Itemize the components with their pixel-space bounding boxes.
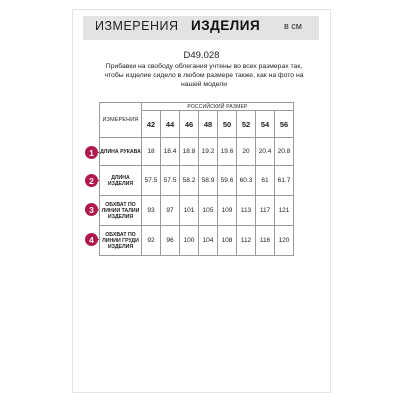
measurements-header: ИЗМЕРЕНИЯ bbox=[100, 103, 142, 138]
table-cell: 19.2 bbox=[199, 138, 218, 166]
size-table bbox=[99, 102, 294, 256]
table-cell: 92 bbox=[142, 226, 161, 256]
table-cell: 104 bbox=[199, 226, 218, 256]
table-cell: 108 bbox=[218, 226, 237, 256]
row-number-badge: 2 bbox=[85, 174, 98, 187]
table-cell: 61 bbox=[256, 166, 275, 196]
table-cell: 18 bbox=[142, 138, 161, 166]
table-cell: 100 bbox=[180, 226, 199, 256]
size-header-cell: 42 bbox=[142, 111, 161, 138]
table-row bbox=[100, 138, 294, 166]
header-bar bbox=[83, 16, 319, 40]
size-header-cell: 52 bbox=[237, 111, 256, 138]
table-cell: 117 bbox=[256, 196, 275, 226]
row-label: ОБХВАТ ПО ЛИНИИ ТАЛИИ ИЗДЕЛИЯ bbox=[100, 196, 142, 226]
table-cell: 105 bbox=[199, 196, 218, 226]
table-cell: 116 bbox=[256, 226, 275, 256]
table-cell: 121 bbox=[275, 196, 294, 226]
size-header-cell: 50 bbox=[218, 111, 237, 138]
table-cell: 97 bbox=[161, 196, 180, 226]
product-code: D49.028 bbox=[183, 50, 220, 61]
table-cell: 120 bbox=[275, 226, 294, 256]
table-cell: 20.8 bbox=[275, 138, 294, 166]
header-title-light: ИЗМЕРЕНИЯ bbox=[95, 19, 179, 33]
table-cell: 19.6 bbox=[218, 138, 237, 166]
table-cell: 96 bbox=[161, 226, 180, 256]
size-chart-sheet bbox=[72, 9, 331, 393]
fit-description: Прибавки на свободу облегания учтены во всех размерах так, чтобы изделие сидело в любом размере также, как на фото на нашей модели bbox=[104, 63, 304, 88]
size-header-cell: 56 bbox=[275, 111, 294, 138]
row-label: ДЛИНА ИЗДЕЛИЯ bbox=[100, 166, 142, 196]
row-number-badge: 1 bbox=[85, 146, 98, 159]
table-cell: 20.4 bbox=[256, 138, 275, 166]
table-row bbox=[100, 196, 294, 226]
table-cell: 58.9 bbox=[199, 166, 218, 196]
row-number-badge: 4 bbox=[85, 233, 98, 246]
table-cell: 60.3 bbox=[237, 166, 256, 196]
table-cell: 18.8 bbox=[180, 138, 199, 166]
header-unit: в см bbox=[284, 21, 302, 31]
row-label: ОБХВАТ ПО ЛИНИИ ГРУДИ ИЗДЕЛИЯ bbox=[100, 226, 142, 256]
table-cell: 61.7 bbox=[275, 166, 294, 196]
table-cell: 109 bbox=[218, 196, 237, 226]
table-cell: 20 bbox=[237, 138, 256, 166]
table-cell: 93 bbox=[142, 196, 161, 226]
table-cell: 58.2 bbox=[180, 166, 199, 196]
table-cell: 57.5 bbox=[142, 166, 161, 196]
row-number-badge: 3 bbox=[85, 203, 98, 216]
size-header-cell: 46 bbox=[180, 111, 199, 138]
table-cell: 101 bbox=[180, 196, 199, 226]
table-cell: 59.6 bbox=[218, 166, 237, 196]
table-cell: 18.4 bbox=[161, 138, 180, 166]
size-header-cell: 44 bbox=[161, 111, 180, 138]
table-cell: 112 bbox=[237, 226, 256, 256]
header-title-bold: ИЗДЕЛИЯ bbox=[191, 18, 261, 33]
table-cell: 113 bbox=[237, 196, 256, 226]
russian-size-header: РОССИЙСКИЙ РАЗМЕР bbox=[142, 103, 294, 111]
size-header-cell: 48 bbox=[199, 111, 218, 138]
size-header-cell: 54 bbox=[256, 111, 275, 138]
row-label: ДЛИНА РУКАВА bbox=[100, 138, 142, 166]
table-row bbox=[100, 166, 294, 196]
table-row bbox=[100, 226, 294, 256]
table-cell: 57.5 bbox=[161, 166, 180, 196]
